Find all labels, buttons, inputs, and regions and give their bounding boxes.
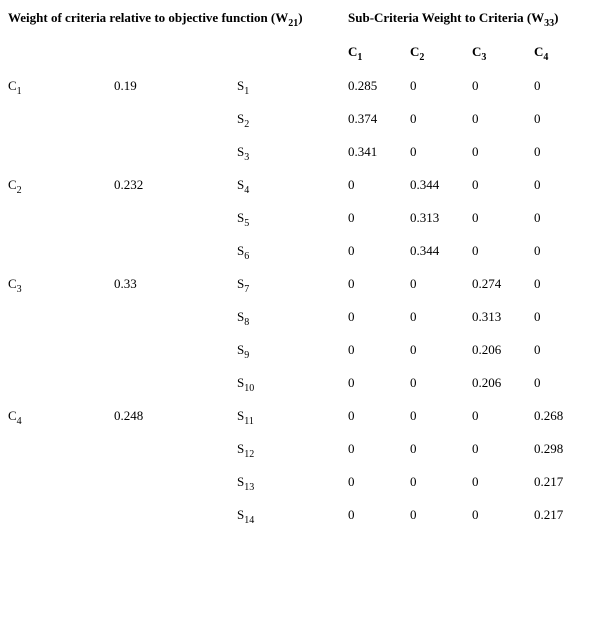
subcriterion-label: $S_6$: [237, 243, 250, 262]
subcriterion-weight-c2: 0: [410, 507, 417, 522]
criteria-weight-header: Weight of criteria relative to objective function $(W_{21})$: [8, 10, 303, 29]
subcriterion-weight-c1: 0: [348, 177, 355, 192]
subcriterion-label: $S_1$: [237, 78, 250, 97]
subcriteria-weight-header: Sub-Criteria Weight to Criteria $(W_{33})$: [348, 10, 559, 29]
criterion-label: $C_3$: [8, 276, 22, 295]
column-header-c3: $C_3$: [472, 44, 487, 63]
subcriterion-weight-c2: 0: [410, 375, 417, 390]
subcriterion-weight-c2: 0: [410, 441, 417, 456]
subcriterion-weight-c1: 0: [348, 474, 355, 489]
subcriterion-weight-c4: 0: [534, 243, 541, 258]
subcriterion-weight-c4: 0: [534, 177, 541, 192]
subcriterion-weight-c3: 0: [472, 144, 479, 159]
subcriterion-label: $S_{14}$: [237, 507, 255, 526]
criterion-label: $C_2$: [8, 177, 22, 196]
subcriterion-weight-c1: 0: [348, 441, 355, 456]
criterion-weight: 0.248: [114, 408, 144, 423]
subcriterion-weight-c4: 0.298: [534, 441, 564, 456]
subcriterion-label: $S_2$: [237, 111, 250, 130]
column-header-c4: $C_4$: [534, 44, 549, 63]
subcriterion-weight-c4: 0.217: [534, 507, 564, 522]
subcriterion-weight-c1: 0: [348, 375, 355, 390]
subcriterion-weight-c3: 0: [472, 177, 479, 192]
subcriterion-weight-c1: 0.341: [348, 144, 378, 159]
subcriterion-weight-c3: 0: [472, 507, 479, 522]
subcriterion-weight-c4: 0: [534, 210, 541, 225]
subcriterion-weight-c3: 0: [472, 210, 479, 225]
column-header-c2: $C_2$: [410, 44, 425, 63]
column-header-c1: $C_1$: [348, 44, 363, 63]
subcriterion-label: $S_{12}$: [237, 441, 255, 460]
subcriterion-label: $S_{13}$: [237, 474, 255, 493]
subcriterion-label: $S_7$: [237, 276, 250, 295]
subcriterion-weight-c1: 0: [348, 243, 355, 258]
subcriterion-weight-c3: 0: [472, 474, 479, 489]
subcriterion-weight-c4: 0: [534, 276, 541, 291]
subcriterion-label: $S_8$: [237, 309, 250, 328]
subcriterion-weight-c4: 0: [534, 375, 541, 390]
criterion-label: $C_1$: [8, 78, 22, 97]
subcriterion-weight-c1: 0: [348, 210, 355, 225]
subcriterion-weight-c3: 0.206: [472, 342, 502, 357]
subcriterion-weight-c2: 0: [410, 342, 417, 357]
subcriterion-weight-c4: 0: [534, 111, 541, 126]
subcriterion-weight-c4: 0: [534, 342, 541, 357]
subcriterion-weight-c3: 0: [472, 78, 479, 93]
subcriterion-weight-c2: 0: [410, 408, 417, 423]
subcriterion-weight-c3: 0: [472, 243, 479, 258]
subcriterion-weight-c1: 0: [348, 309, 355, 324]
subcriterion-weight-c3: 0.206: [472, 375, 502, 390]
subcriterion-weight-c2: 0: [410, 111, 417, 126]
subcriterion-weight-c3: 0.313: [472, 309, 502, 324]
subcriterion-weight-c2: 0: [410, 474, 417, 489]
subcriterion-weight-c3: 0.274: [472, 276, 502, 291]
subcriterion-weight-c4: 0: [534, 144, 541, 159]
subcriterion-weight-c2: 0.313: [410, 210, 440, 225]
subcriterion-weight-c2: 0.344: [410, 177, 440, 192]
subcriterion-weight-c2: 0: [410, 144, 417, 159]
criterion-weight: 0.232: [114, 177, 144, 192]
subcriterion-label: $S_4$: [237, 177, 250, 196]
subcriterion-label: $S_{10}$: [237, 375, 255, 394]
subcriterion-weight-c1: 0.285: [348, 78, 378, 93]
subcriterion-weight-c1: 0: [348, 408, 355, 423]
subcriterion-weight-c4: 0.217: [534, 474, 564, 489]
subcriterion-weight-c1: 0: [348, 342, 355, 357]
subcriterion-weight-c2: 0: [410, 309, 417, 324]
subcriterion-weight-c3: 0: [472, 408, 479, 423]
subcriterion-weight-c4: 0.268: [534, 408, 564, 423]
subcriterion-label: $S_{11}$: [237, 408, 254, 427]
subcriterion-label: $S_5$: [237, 210, 250, 229]
subcriterion-label: $S_9$: [237, 342, 250, 361]
subcriterion-weight-c1: 0: [348, 276, 355, 291]
criterion-weight: 0.19: [114, 78, 137, 93]
subcriterion-weight-c1: 0.374: [348, 111, 378, 126]
subcriterion-weight-c4: 0: [534, 309, 541, 324]
subcriterion-weight-c1: 0: [348, 507, 355, 522]
criterion-weight: 0.33: [114, 276, 137, 291]
subcriterion-label: $S_3$: [237, 144, 250, 163]
criterion-label: $C_4$: [8, 408, 22, 427]
subcriterion-weight-c2: 0: [410, 78, 417, 93]
subcriterion-weight-c2: 0.344: [410, 243, 440, 258]
subcriterion-weight-c3: 0: [472, 111, 479, 126]
subcriterion-weight-c2: 0: [410, 276, 417, 291]
subcriterion-weight-c4: 0: [534, 78, 541, 93]
subcriterion-weight-c3: 0: [472, 441, 479, 456]
